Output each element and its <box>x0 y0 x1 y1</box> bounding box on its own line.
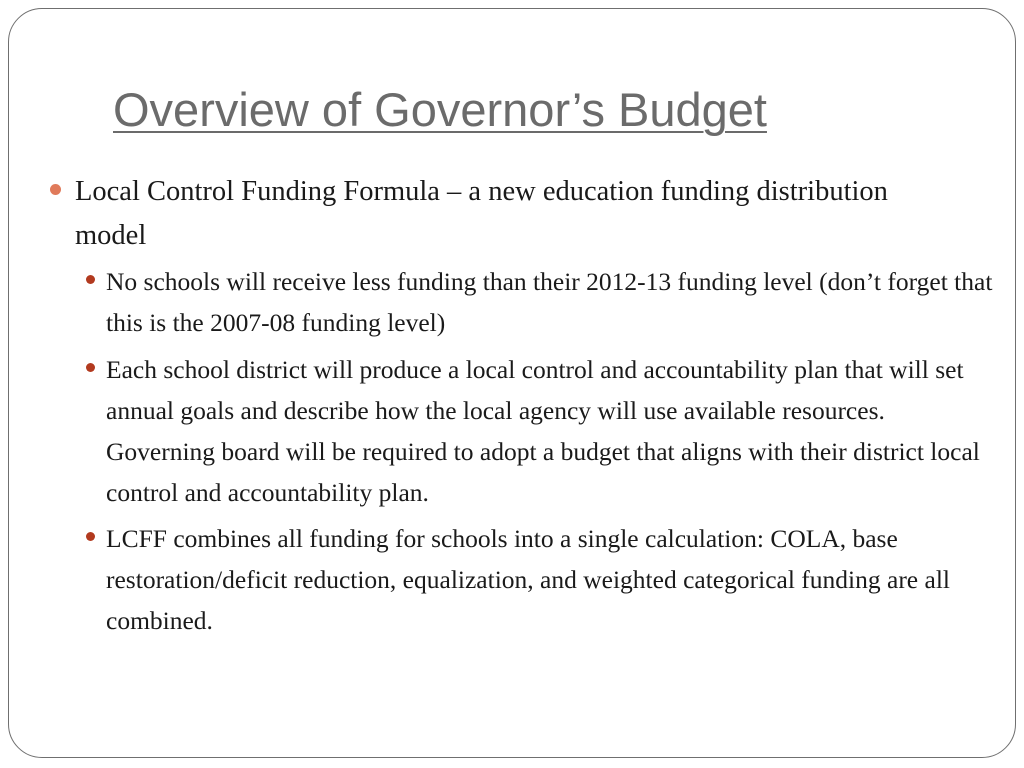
bullet-dot-icon <box>50 184 61 195</box>
sub-bullet-dot-icon <box>86 363 95 372</box>
sub-bullet <box>106 349 996 513</box>
sub-bullet-text: No schools will receive less funding than their 2012-13 funding level (don’t forget that this is the 2007-08 funding level) <box>106 267 993 337</box>
sub-bullet-dot-icon <box>86 532 95 541</box>
bullet-level1 <box>75 170 905 258</box>
sub-bullet <box>106 518 996 641</box>
bullet-text: Local Control Funding Formula – a new education funding distribution model <box>75 176 888 251</box>
sub-bullet <box>106 261 996 343</box>
sub-bullet-dot-icon <box>86 275 95 284</box>
sub-bullet-text: Each school district will produce a local control and accountability plan that will set annual goals and describe how the local agency will use available resources. Governing board will be required to adopt a budget that aligns with their district local control and accountability plan. <box>106 355 980 507</box>
slide-title: Overview of Governor’s Budget <box>113 83 767 136</box>
sub-bullet-text: LCFF combines all funding for schools into a single calculation: COLA, base restoration/deficit reduction, equalization, and weighted categorical funding are all combined. <box>106 524 950 635</box>
